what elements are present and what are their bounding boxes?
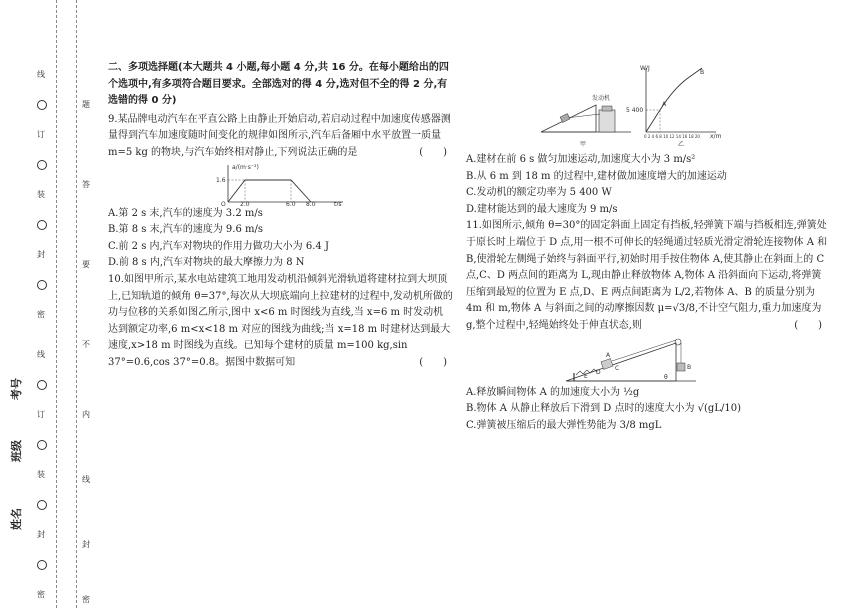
q10-option-b: B.从 6 m 到 18 m 的过程中,建材做加速度增大的加速运动 — [466, 170, 727, 182]
q9-xtick: 2.0 — [240, 200, 250, 206]
cut-line-outer — [56, 0, 57, 608]
q10-option-c: C.发动机的额定功率为 5 400 W — [466, 187, 612, 199]
binding-label: 订 — [37, 410, 45, 419]
q9-acceleration-graph — [108, 162, 453, 206]
binding-margin — [0, 0, 100, 608]
binding-label: 线 — [37, 350, 45, 359]
q11-option-a: A.释放瞬间物体 A 的加速度大小为 ½g — [466, 386, 640, 398]
binding-label: 密 — [37, 310, 45, 319]
q9-ylabel: a/(m·s⁻²) — [232, 163, 259, 171]
answer-paren: ( ) — [794, 319, 822, 331]
q9-ytick: 1.6 — [216, 176, 226, 184]
inner-label: 线 — [82, 475, 90, 484]
binding-hole — [37, 220, 47, 230]
binding-label: 封 — [37, 250, 45, 259]
q10-figures — [466, 60, 828, 152]
fig-yi-label: 乙 — [678, 141, 685, 148]
question-10 — [108, 272, 453, 372]
q10-xlabel: x/m — [710, 133, 722, 140]
binding-label: 订 — [37, 130, 45, 139]
binding-label: 装 — [37, 470, 45, 479]
q11-option-c: C.弹簧被压缩后的最大弹性势能为 3/8 mgL — [466, 419, 662, 431]
fig-jia-label: 甲 — [580, 141, 587, 148]
right-column — [466, 60, 828, 434]
binding-hole — [37, 440, 47, 450]
engine-label: 发动机 — [592, 95, 611, 102]
question-9 — [108, 112, 453, 272]
inner-label: 不 — [82, 340, 90, 349]
q11-stem: 11.如图所示,倾角 θ=30°的固定斜面上固定有挡板,轻弹簧下端与挡板相连,弹簧处于原长时上端位于 D 点,用一根不可伸长的轻绳通过轻质光滑定滑轮连接物体 A 和 B,使滑轮左侧绳子始终与斜面平行,初始时用手按住物体 A,使其静止在斜面上的 C 点,C、D 两点间的距离为 L,现由静止释放物体 A,物体 A 沿斜面向下运动,将弹簧压缩到最短的位置为 E 点,D、E 两点间距离为 L/2,若物体 A、B 的质量分别为 4m 和 m,物体 A 与斜面之间的动摩擦因数 μ=√3/8,不计空气阻力,重力加速度为 g,整个过程中,轻绳始终处于伸直状态,则 ( ) — [466, 218, 828, 334]
q11-option-b: B.物体 A 从静止释放后下滑到 D 点时的速度大小为 √(gL/10) — [466, 403, 741, 415]
binding-label: 装 — [37, 190, 45, 199]
label-a: A — [606, 351, 611, 359]
q9-stem: 9.某品牌电动汽车在平直公路上由静止开始启动,若启动过程中加速度传感器测量得到汽车加速度随时间变化的规律如图所示,汽车后备厢中水平放置一质量 m=5 kg 的物块,与汽车始终相对静止,下列说法正确的是 ( ) — [108, 112, 453, 162]
q9-xlabel: t/s — [334, 200, 342, 206]
answer-paren: ( ) — [419, 146, 447, 158]
binding-label: 封 — [37, 530, 45, 539]
q9-option-b: B.第 8 s 末,汽车的速度为 9.6 m/s — [108, 224, 263, 236]
q9-xtick: 6.0 — [286, 200, 296, 206]
inner-label: 密 — [82, 595, 90, 604]
label-c: C — [615, 364, 620, 372]
label-d: D — [596, 368, 601, 376]
binding-hole — [37, 100, 47, 110]
q10-option-d: D.建材能达到的最大速度为 9 m/s — [466, 203, 618, 215]
inner-label: 答 — [82, 180, 90, 189]
q10-figure-yi — [626, 60, 726, 152]
cut-line-inner — [76, 0, 77, 608]
question-11 — [466, 218, 828, 434]
answer-paren: ( ) — [419, 356, 447, 368]
q9-xtick: 8.0 — [306, 200, 316, 206]
binding-hole — [37, 280, 47, 290]
binding-label: 密 — [37, 590, 45, 599]
inner-label: 要 — [82, 260, 90, 269]
q10-option-a: A.建材在前 6 s 做匀加速运动,加速度大小为 3 m/s² — [466, 154, 696, 165]
label-e: E — [584, 372, 588, 380]
q9-origin: O — [221, 200, 226, 206]
id-field-label: 考号 — [10, 378, 23, 400]
q10-stem: 10.如图甲所示,某水电站建筑工地用发动机沿倾斜光滑轨道将建材拉到大坝顶上,已知轨道的倾角 θ=37°,每次从大坝底端向上拉建材的过程中,发动机所做的功与位移的关系如图乙所示,图中 x<6 m 时图线为直线,当 x=6 m 时发动机达到额定功率,6 m<x<18 m 对应的图线为曲线;当 x=18 m 时建材达到最大速度,x>18 m 时图线为直线。已知每个建材的质量 m=100 kg,sin 37°=0.6,cos 37°=0.8。据图中数据可知 ( ) — [108, 272, 453, 372]
label-b: B — [687, 363, 692, 371]
q10-ytick: 5 400 — [626, 107, 644, 114]
section-header: 二、多项选择题(本大题共 4 小题,每小题 4 分,共 16 分。在每小题给出的四个选项中,有多项符合题目要求。全部选对的得 4 分,选对但不全的得 2 分,有选错的得 0 分) — [108, 62, 449, 107]
binding-hole — [37, 160, 47, 170]
point-b: B — [700, 69, 705, 76]
q9-option-c: C.前 2 s 内,汽车对物块的作用力做功大小为 6.4 J — [108, 240, 329, 252]
inner-label: 题 — [82, 100, 90, 109]
q10-xticks: 0 2 4 6 8 10 12 14 16 18 20 — [644, 134, 700, 139]
label-theta: θ — [664, 373, 668, 381]
binding-label: 线 — [37, 70, 45, 79]
point-a: A — [662, 101, 667, 108]
class-field-label: 班级 — [10, 440, 23, 462]
q9-option-d: D.前 8 s 内,汽车对物块的最大摩擦力为 8 N — [108, 257, 305, 269]
binding-hole — [37, 560, 47, 570]
inner-label: 内 — [82, 410, 90, 419]
left-column — [108, 60, 453, 372]
q10-figure-jia — [536, 60, 636, 152]
inner-label: 封 — [82, 540, 90, 549]
binding-hole — [37, 380, 47, 390]
q9-option-a: A.第 2 s 末,汽车的速度为 3.2 m/s — [108, 207, 263, 219]
binding-hole — [37, 500, 47, 510]
name-field-label: 姓名 — [10, 508, 23, 530]
q10-ylabel: W/J — [640, 65, 650, 72]
q11-incline-figure — [466, 335, 828, 385]
